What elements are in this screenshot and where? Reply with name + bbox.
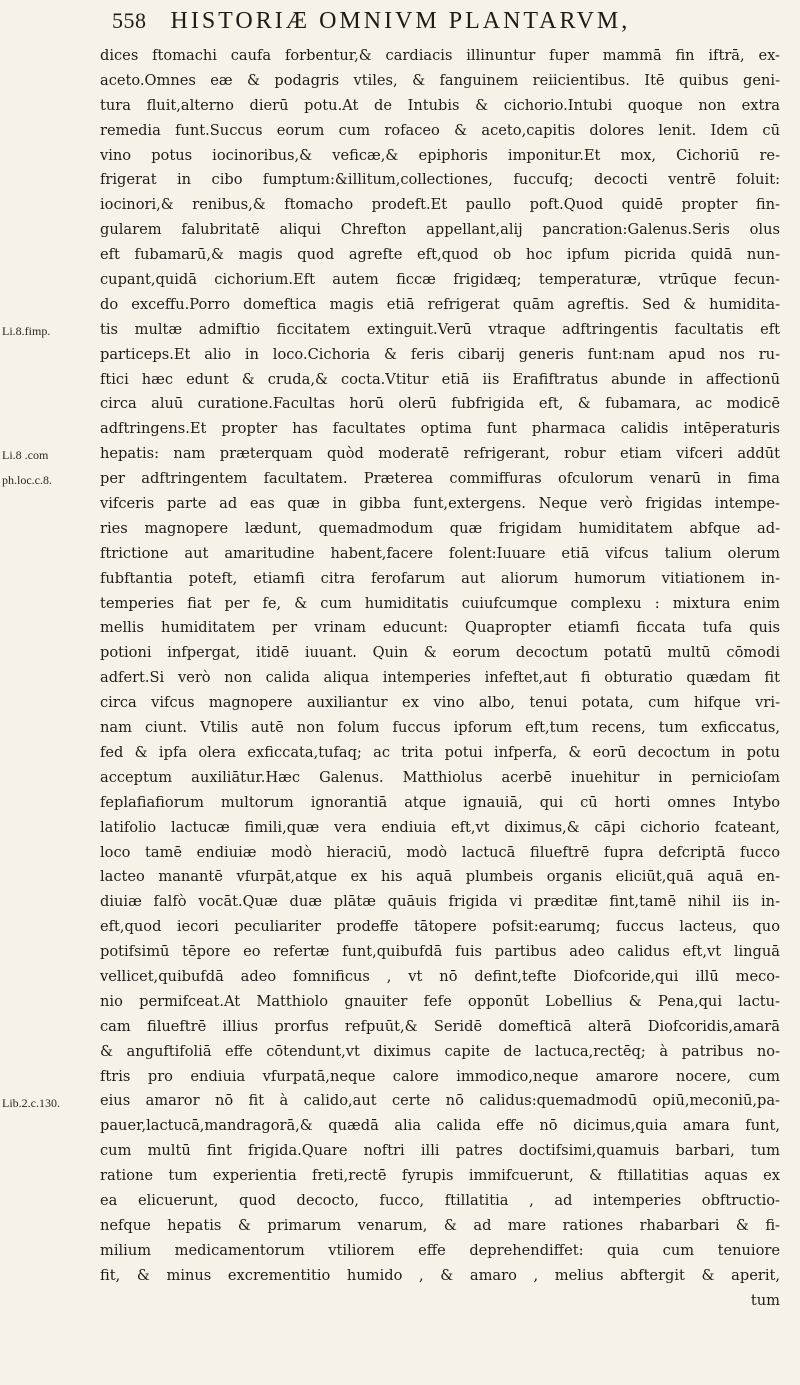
text-line: ea elicuerunt, quod decocto, fucco, ftillatitia , ad intemperies obftructio- [100,1191,780,1209]
margin-note: Li.8 .com [2,448,49,463]
text-line: circa vifcus magnopere auxiliantur ex vino albo, tenui potata, cum hifque vri- [100,694,780,712]
text-line: pauer,lactucā,mandragorā,& quædā alia calida effe nō dicimus,quia amara funt, [100,1117,780,1135]
text-line: ratione tum experientia freti,rectē fyrupis immifcuerunt, & ftillatitias aquas ex [100,1167,780,1185]
text-line: adfert.Si verò non calida aliqua intemperies infeftet,aut fi obturatio quædam fit [100,669,780,687]
text-line: adftringens.Et propter has facultates optima funt pharmaca calidis intēperaturis [100,420,780,438]
main-text [100,44,780,1313]
text-line: diuiæ falfò vocāt.Quæ duæ plātæ quāuis frigida vi præditæ fint,tamē nihil iis in- [100,893,780,911]
text-line: mellis humiditatem per vrinam educunt: Quapropter etiamfi ficcata tufa quis [100,619,780,637]
running-title: HISTORIÆ OMNIVM PLANTARVM, [170,8,631,34]
text-line: tum [750,1291,780,1309]
text-line: eft fubamarū,& magis quod agrefte eft,quod ob hoc ipfum picrida quidā nun- [100,246,780,264]
text-line: milium medicamentorum vtiliorem effe deprehendiffet: quia cum tenuiore [100,1241,780,1259]
text-line: vifceris parte ad eas quæ in gibba funt,extergens. Neque verò frigidas intempe- [100,495,780,513]
text-line: feplafiafiorum multorum ignorantiā atque ignauiā, qui cū horti omnes Intybo [100,793,780,811]
text-line: aceto.Omnes eæ & podagris vtiles, & fanguinem reiicientibus. Itē quibus geni- [100,71,780,89]
text-line: per adftringentem facultatem. Præterea commiffuras ofculorum venarū in fima [100,470,780,488]
text-line: do exceffu.Porro domeftica magis etiā refrigerat quām agreftis. Sed & humidita- [100,295,780,313]
text-line: cum multū fint frigida.Quare noftri illi patres doctifsimi,quamuis barbari, tum [100,1142,780,1160]
text-line: hepatis: nam præterquam quòd moderatē refrigerant, robur etiam vifceri addūt [100,445,780,463]
text-line: potioni infpergat, itidē iuuant. Quin & eorum decoctum potatū multū cōmodi [100,644,780,662]
text-line: potifsimū tēpore eo refertæ funt,quibufdā fuis partibus adeo calidus eft,vt linguā [100,943,780,961]
text-line: ftris pro endiuia vfurpatā,neque calore immodico,neque amarore nocere, cum [100,1067,780,1085]
text-line: remedia funt.Succus eorum cum rofaceo & aceto,capitis dolores lenit. Idem cū [100,121,780,139]
text-line: circa aluū curatione.Facultas horū olerū fubfrigida eft, & fubamara, ac modicē [100,395,780,413]
text-line: ries magnopere lædunt, quemadmodum quæ frigidam humiditatem abfque ad- [100,519,780,537]
text-line: iocinori,& renibus,& ftomacho prodeft.Et paullo poft.Quod quidē propter fin- [100,196,780,214]
margin-note: Lib.2.c.130. [2,1095,60,1110]
text-line: fubftantia poteft, etiamfi citra ferofarum aut aliorum humorum vitiationem in- [100,569,780,587]
margin-note: Li.8.fimp. [2,323,51,338]
text-line: temperies fiat per fe, & cum humiditatis cuiufcumque complexu : mixtura enim [100,594,780,612]
text-line: vino potus iocinoribus,& veficæ,& epiphoris imponitur.Et mox, Cichoriū re- [100,146,780,164]
text-line: ftici hæc edunt & cruda,& cocta.Vtitur etiā iis Erafiftratus abunde in affectionū [100,370,780,388]
margin-note: ph.loc.c.8. [2,473,52,488]
text-line: nam ciunt. Vtilis autē non folum fuccus ipforum eft,tum recens, tum exficcatus, [100,719,780,737]
text-line: frigerat in cibo fumptum:&illitum,collectiones, fuccufq; decocti ventrē foluit: [100,171,780,189]
text-line: particeps.Et alio in loco.Cichoria & feris cibarij generis funt:nam apud nos ru- [100,345,780,363]
text-line: nefque hepatis & primarum venarum, & ad mare rationes rhabarbari & fi- [100,1216,780,1234]
text-line: vellicet,quibufdā adeo fomnificus , vt nō defint,tefte Diofcoride,qui illū meco- [100,967,780,985]
text-line: fed & ipfa olera exficcata,tufaq; ac trita potui infperfa, & eorū decoctum in potu [100,743,780,761]
text-line: cam filueftrē illius prorfus refpuūt,& Seridē domefticā alterā Diofcoridis,amarā [100,1017,780,1035]
text-line: latifolio lactucæ fimili,quæ vera endiuia eft,vt diximus,& cāpi cichorio fcateant, [100,818,780,836]
text-line: acceptum auxiliātur.Hæc Galenus. Matthiolus acerbē inuehitur in pernicioſam [100,768,780,786]
text-line: dices ftomachi caufa forbentur,& cardiacis illinuntur fuper mammā fin iftrā, ex- [100,47,780,64]
text-line: tis multæ admiftio ficcitatem extinguit.Verū vtraque adftringentis facultatis eft [100,320,780,338]
text-line: loco tamē endiuiæ modò hieraciū, modò lactucā filueftrē fupra defcriptā fucco [100,843,780,861]
text-line: nio permifceat.At Matthiolo gnauiter fefe opponūt Lobellius & Pena,qui lactu- [100,992,780,1010]
text-line: eft,quod iecori peculiariter prodeffe tātopere pofsit:earumq; fuccus lacteus, quo [100,918,780,936]
page-number: 558 [112,8,147,33]
text-line: & anguftifoliā effe cōtendunt,vt diximus capite de lactuca,rectēq; à patribus no- [100,1042,780,1060]
text-line: lacteo manantē vfurpāt,atque ex his aquā plumbeis organis eliciūt,quā aquā en- [100,868,780,886]
text-line: tura fluit,alterno dierū potu.At de Intubis & cichorio.Intubi quoque non extra [100,96,780,114]
page-header [112,8,630,44]
text-line: ftrictione aut amaritudine habent,facere folent:Iuuare etiā vifcus talium olerum [100,544,780,562]
text-line: fit, & minus excrementitio humido , & amaro , melius abftergit & aperit, [100,1266,780,1284]
text-line: eius amaror nō fit à calido,aut certe nō calidus:quemadmodū opiū,meconiū,pa- [100,1092,780,1110]
text-line: gularem falubritatē aliqui Chrefton appellant,alij pancration:Galenus.Seris olus [100,221,780,239]
text-line: cupant,quidā cichorium.Eft autem ficcæ frigidæq; temperaturæ, vtrūque fecun- [100,271,780,289]
